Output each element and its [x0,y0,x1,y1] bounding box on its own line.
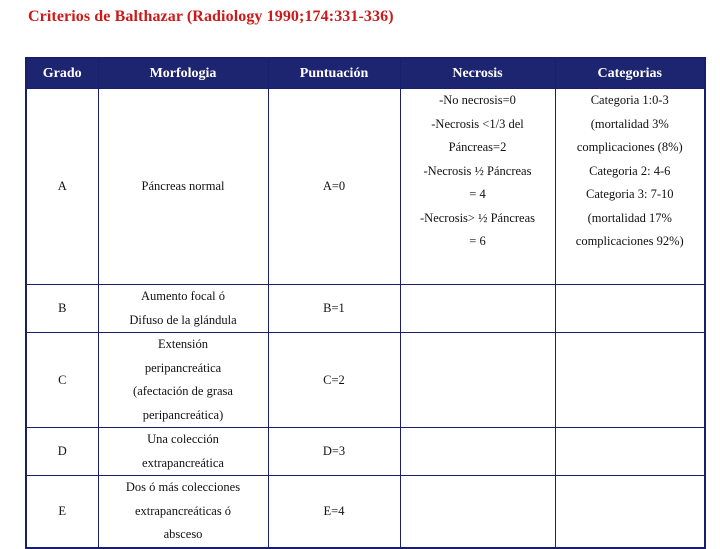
morfologia-cell [98,333,268,428]
morfologia-line: Difuso de la glándula [129,312,237,327]
morfologia-line: extrapancreática [142,455,224,470]
morfologia-line: Extensión [158,337,208,351]
puntuacion-cell: D=3 [268,428,400,476]
table-row [26,476,705,548]
necrosis-cell [400,476,555,548]
grado-cell: D [26,428,98,476]
table-row [26,89,705,285]
categorias-cell [555,476,705,548]
header-categorias: Categorias [555,58,705,89]
categoria-line: complicaciones (8%) [576,140,683,154]
necrosis-cell [400,285,555,333]
grado-cell: C [26,333,98,428]
morfologia-line: Páncreas normal [141,178,225,193]
morfologia-line: absceso [163,527,203,541]
necrosis-line: = 4 [469,187,486,201]
grado-cell: B [26,285,98,333]
necrosis-cell [400,428,555,476]
necrosis-line: -Necrosis <1/3 del [431,116,524,131]
morfologia-line: Dos ó más colecciones [125,480,241,494]
categoria-line: (mortalidad 3% [590,116,669,131]
table-row [26,428,705,476]
morfologia-line: peripancreática [144,360,222,375]
necrosis-line: -No necrosis=0 [439,93,516,107]
morfologia-cell [98,428,268,476]
header-puntuacion: Puntuación [268,58,400,89]
necrosis-cell [400,89,555,285]
morfologia-line: extrapancreáticas ó [134,503,232,518]
morfologia-line: (afectación de grasa [133,384,233,398]
categoria-line: (mortalidad 17% [587,210,672,225]
necrosis-line: Páncreas=2 [448,140,507,154]
puntuacion-cell: A=0 [268,89,400,285]
morfologia-line: Aumento focal ó [140,289,225,303]
puntuacion-cell: C=2 [268,333,400,428]
table-row [26,333,705,428]
categoria-line: Categoria 3: 7-10 [586,187,674,201]
puntuacion-cell: B=1 [268,285,400,333]
morfologia-cell [98,89,268,285]
grado-cell: A [26,89,98,285]
categoria-line: Categoria 2: 4-6 [589,163,671,178]
header-morfologia: Morfologia [98,58,268,89]
morfologia-cell [98,285,268,333]
table-header-row [26,58,705,89]
necrosis-line: -Necrosis> ½ Páncreas [420,210,535,225]
page-title: Criterios de Balthazar (Radiology 1990;174:331-336) [28,8,394,25]
categoria-line: Categoria 1:0-3 [590,93,669,107]
categoria-line: complicaciones 92%) [575,234,684,248]
categorias-cell [555,428,705,476]
header-necrosis: Necrosis [400,58,555,89]
morfologia-line: Una colección [147,432,219,446]
categorias-cell [555,333,705,428]
puntuacion-cell: E=4 [268,476,400,548]
morfologia-line: peripancreática) [142,407,224,422]
necrosis-line: = 6 [469,234,486,248]
necrosis-cell [400,333,555,428]
necrosis-line: -Necrosis ½ Páncreas [423,163,532,178]
header-grado: Grado [26,58,98,89]
categorias-cell [555,89,705,285]
balthazar-table [25,57,706,549]
grado-cell: E [26,476,98,548]
morfologia-cell [98,476,268,548]
categorias-cell [555,285,705,333]
table-row [26,285,705,333]
